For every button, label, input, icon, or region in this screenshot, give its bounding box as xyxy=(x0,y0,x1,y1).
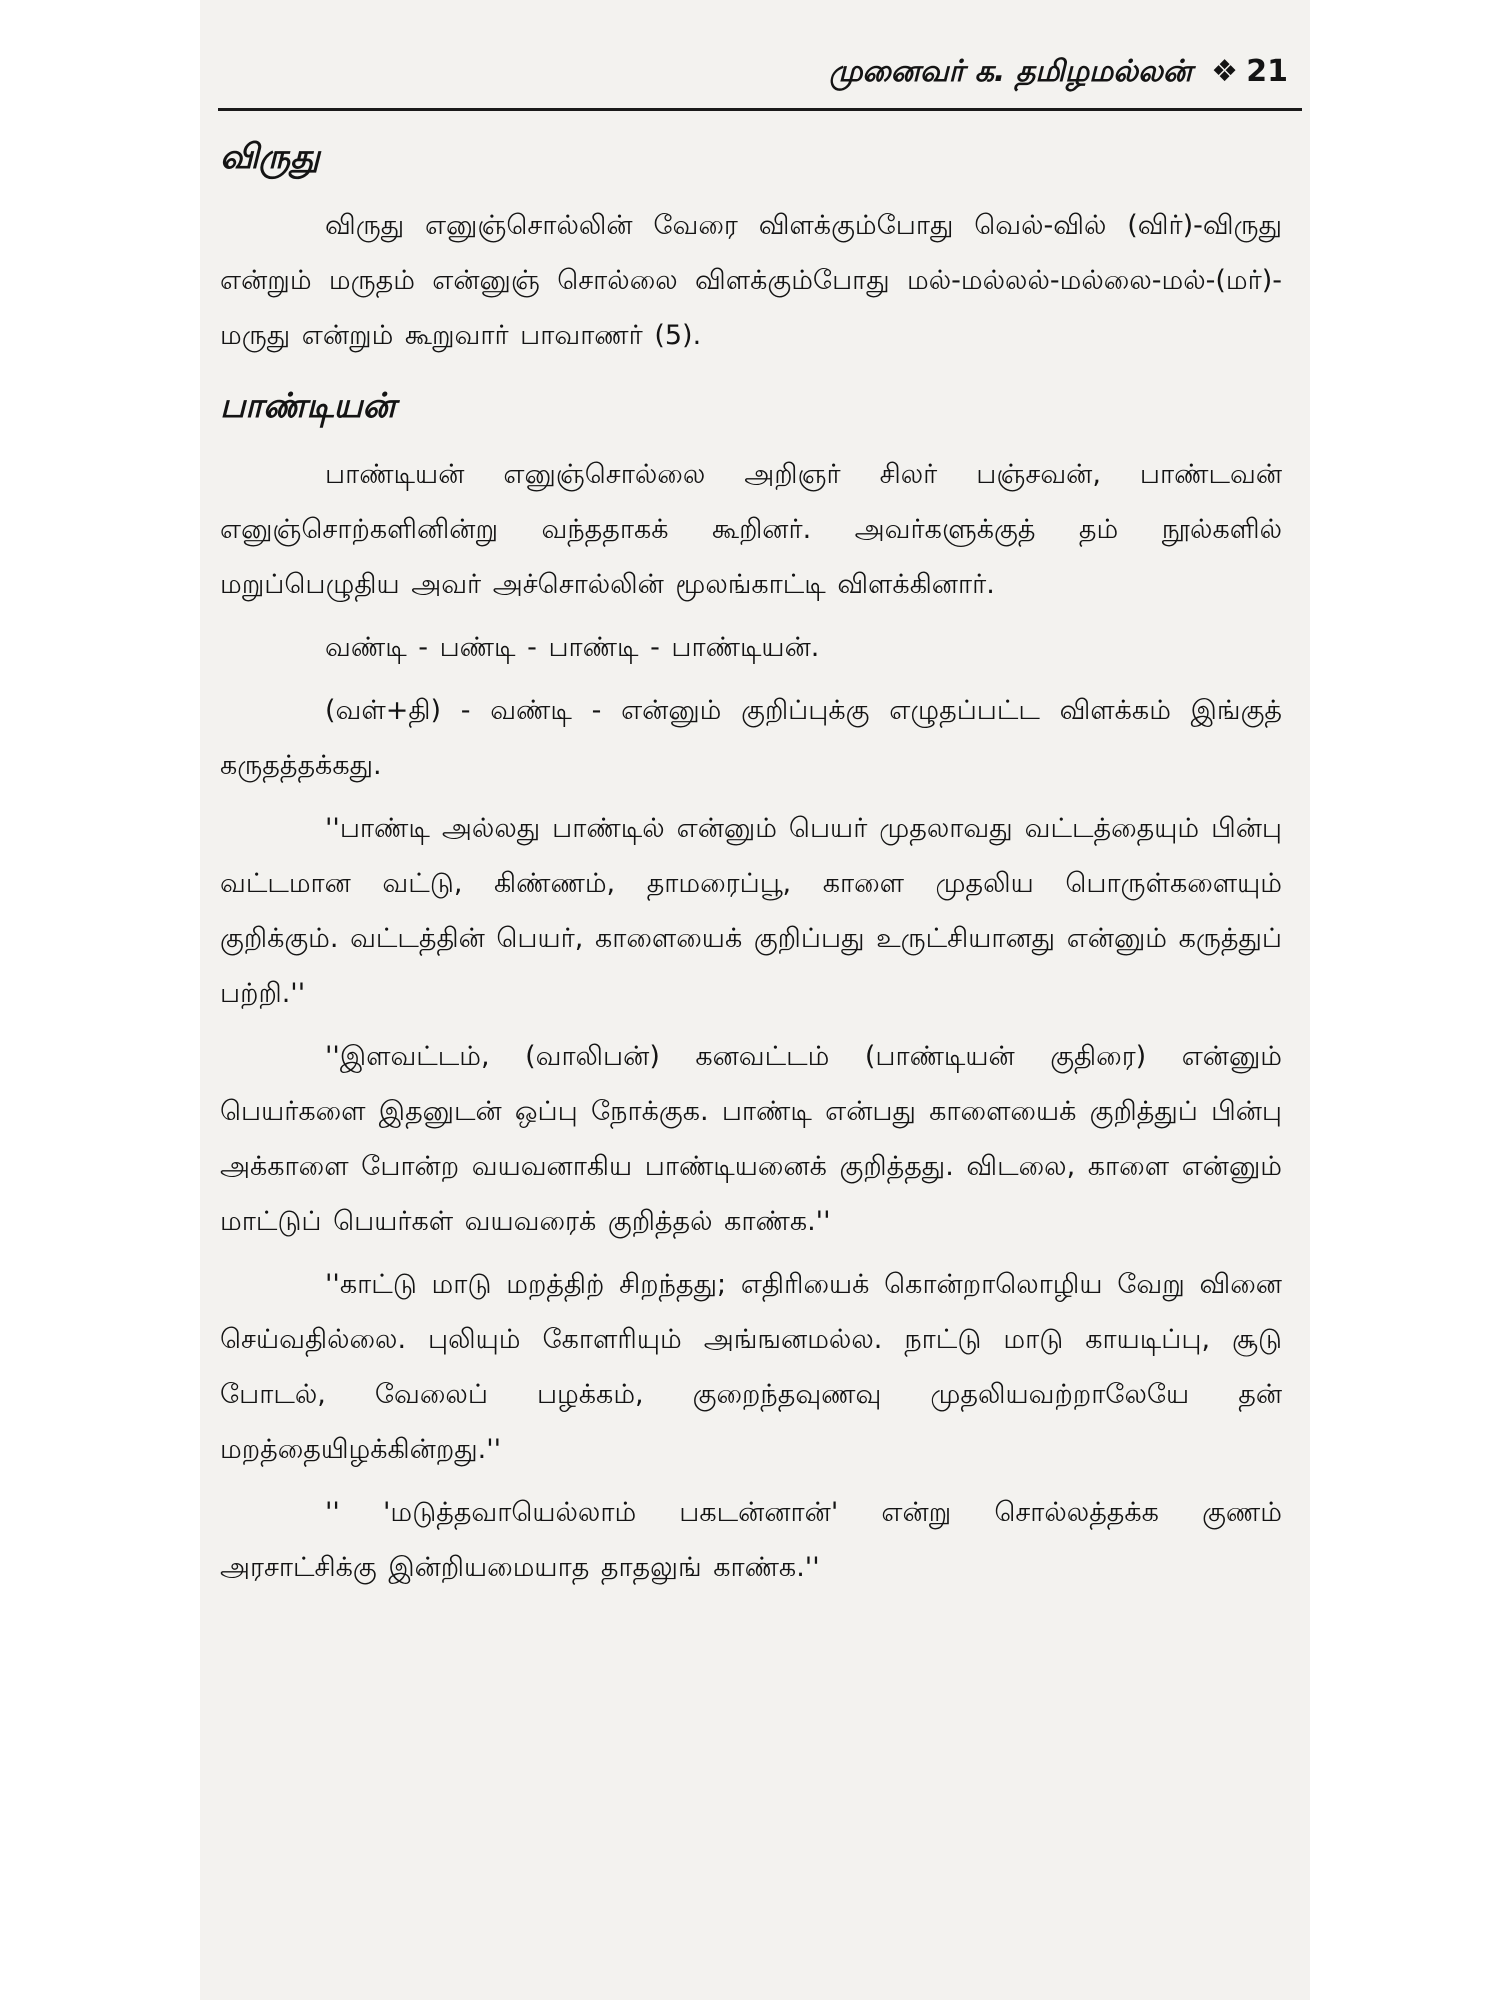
header-author: முனைவர் க. தமிழமல்லன் xyxy=(829,54,1192,89)
derivation-line: வண்டி - பண்டி - பாண்டி - பாண்டியன். xyxy=(325,632,820,663)
paragraph: (வள்+தி) - வண்டி - என்னும் குறிப்புக்கு எழுதப்பட்ட விளக்கம் இங்குத் கருதத்தக்கது. xyxy=(220,695,1282,781)
section-heading-viruthu: விருது xyxy=(220,137,320,177)
paragraph: விருது எனுஞ்சொல்லின் வேரை விளக்கும்போது வெல்-வில் (விர்)-விருது என்றும் மருதம் என்னுஞ் சொல்லை விளக்கும்போது மல்-மல்லல்-மல்லை-மல்-(மர்)-மருது என்றும் கூறுவார் பாவாணர் (5). xyxy=(220,210,1282,351)
quote-paragraph: '' 'மடுத்தவாயெல்லாம் பகடன்னான்' என்று சொல்லத்தக்க குணம் அரசாட்சிக்கு இன்றியமையாத தாதலுங் காண்க.'' xyxy=(220,1497,1282,1583)
quote-paragraph: ''பாண்டி அல்லது பாண்டில் என்னும் பெயர் முதலாவது வட்டத்தையும் பின்பு வட்டமான வட்டு, கிண்ணம், தாமரைப்பூ, காளை முதலிய பொருள்களையும் குறிக்கும். வட்டத்தின் பெயர், காளையைக் குறிப்பது உருட்சியானது என்னும் கருத்துப் பற்றி.'' xyxy=(220,813,1282,1009)
page-number: 21 xyxy=(1246,54,1288,89)
running-header xyxy=(218,52,1302,111)
section-heading-pandiyan: பாண்டியன் xyxy=(220,386,396,426)
book-page xyxy=(200,0,1310,2000)
quote-paragraph: ''இளவட்டம், (வாலிபன்) கனவட்டம் (பாண்டியன் குதிரை) என்னும் பெயர்களை இதனுடன் ஒப்பு நோக்குக. பாண்டி என்பது காளையைக் குறித்துப் பின்பு அக்காளை போன்ற வயவனாகிய பாண்டியனைக் குறித்தது. விடலை, காளை என்னும் மாட்டுப் பெயர்கள் வயவரைக் குறித்தல் காண்க.'' xyxy=(220,1041,1282,1237)
quote-paragraph: ''காட்டு மாடு மறத்திற் சிறந்தது; எதிரியைக் கொன்றாலொழிய வேறு வினை செய்வதில்லை. புலியும் கோளரியும் அங்ஙனமல்ல. நாட்டு மாடு காயடிப்பு, சூடு போடல், வேலைப் பழக்கம், குறைந்தவுணவு முதலியவற்றாலேயே தன் மறத்தையிழக்கின்றது.'' xyxy=(220,1269,1282,1465)
body-text xyxy=(220,128,1282,1603)
header-ornament: ❖ xyxy=(1211,54,1238,89)
paragraph: பாண்டியன் எனுஞ்சொல்லை அறிஞர் சிலர் பஞ்சவன், பாண்டவன் எனுஞ்சொற்களினின்று வந்ததாகக் கூறினர். அவர்களுக்குத் தம் நூல்களில் மறுப்பெழுதிய அவர் அச்சொல்லின் மூலங்காட்டி விளக்கினார். xyxy=(220,459,1282,600)
